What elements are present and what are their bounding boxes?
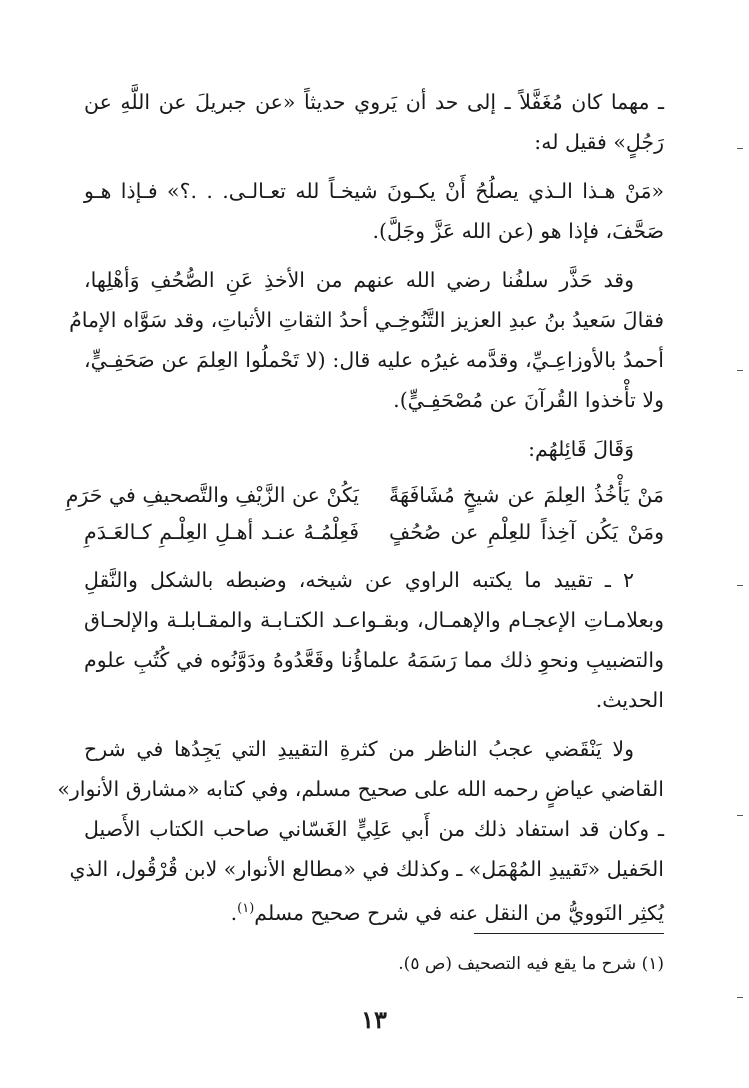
- text-line: ـ وكان قد استفاد ذلك من أَبي عَلِيٍّ الغَسّاني صاحب الكتاب الأَصيل: [84, 817, 664, 841]
- edge-mark: [737, 997, 743, 998]
- text-line: فقالَ سَعيدُ بنُ عبدِ العزيز التَّنُوخِـي أحدُ الثقاتِ الأثباتِ، وقد سَوَّاه الإمامُ: [69, 308, 664, 332]
- verse-intro: وَقَالَ قَائِلهُم:: [528, 437, 634, 461]
- text-line: وبعلامـاتِ الإعجـام والإهمـال، وبقـواعـد الكتـابـة والمقـابلـة والإلحـاق: [84, 608, 664, 632]
- text-line: والتضبيبِ ونحوِ ذلك مما رَسَمَهُ علماؤُنا وقَعَّدُوهُ ودَوَّنُوه في كُتُبِ علوم: [84, 648, 664, 672]
- period: .: [230, 900, 238, 925]
- text-line: [84, 892, 664, 930]
- page-number: ١٣: [361, 1005, 387, 1034]
- text-line: رَجُلٍ» فقيل له:: [534, 130, 664, 154]
- verse-hemistich: يَكُنْ عن الزَّيْفِ والتَّصحيفِ في حَرَمِ: [65, 483, 359, 507]
- verse-row: [84, 515, 664, 549]
- edge-mark: [737, 148, 743, 149]
- text-line: وقد حَذَّر سلفُنا رضي الله عنهم من الأخذِ عَنِ الصُّحُفِ وَأهْلِها،: [84, 268, 634, 292]
- book-page: [57, 0, 664, 1088]
- text-line: القاضي عياضٍ رحمه الله على صحيح مسلم، وفي كتابه «مشارق الأنوار»: [57, 777, 664, 801]
- text-line: «مَنْ هـذا الـذي يصلُحُ أَنْ يكـونَ شيخـاً لله تعـالـى. . .؟» فـإذا هـو: [84, 179, 664, 203]
- verse-hemistich: مَنْ يَأْخُذُ العِلمَ عن شيخٍ مُشَافَهَةً: [389, 483, 664, 507]
- verse-hemistich: فَعِلْمُـهُ عنـد أهـلِ العِلْـمِ كـالعَـدَمِ: [84, 520, 359, 544]
- edge-mark: [737, 815, 743, 816]
- text-line: ولا يَنْقَضي عجبُ الناظر من كثرةِ التقييدِ التي يَجِدُها في شرح: [84, 737, 634, 761]
- footnote-rule: [474, 933, 664, 934]
- text-line: صَحَّفَ، فإذا هو (عن الله عَزَّ وجَلَّ).: [372, 219, 664, 243]
- edge-mark: [737, 370, 743, 371]
- text-line: أحمدُ بالأوزاعِـيِّ، وقدَّمه غيرُه عليه قال: (لا تَحْملُوا العِلمَ عن صَحَفِـيٍّ،: [84, 348, 664, 372]
- text-line: ولا تأْخذوا القُرآنَ عن مُصْحَفِـيٍّ).: [393, 388, 664, 412]
- text-line: الحَفيل «تَقييدِ المُهْمَل» ـ وكذلك في «مطالع الأنوار» لابن قُرْقُول، الذي: [69, 857, 664, 881]
- verse-hemistich: ومَنْ يَكُن آخِذاً للعِلْمِ عن صُحُفٍ: [389, 520, 664, 544]
- text-line-content: يُكثِر النَوويُّ من النقل عنه في شرح صحيح مسلم: [254, 900, 664, 925]
- text-line: ـ مهما كان مُغَفَّلاً ـ إلى حد أن يَروي حديثاً «عن جبريلَ عن اللَّهِ عن: [84, 90, 664, 114]
- verse-row: [65, 478, 664, 512]
- footnote: (١) شرح ما يقع فيه التصحيف (ص ٥).: [398, 954, 664, 974]
- footnote-ref: (١): [237, 901, 255, 916]
- text-line: الحديث.: [595, 688, 664, 712]
- text-line: ٢ ـ تقييد ما يكتبه الراوي عن شيخه، وضبطه بالشكل والنَّقلِ: [84, 568, 634, 592]
- edge-mark: [737, 585, 743, 586]
